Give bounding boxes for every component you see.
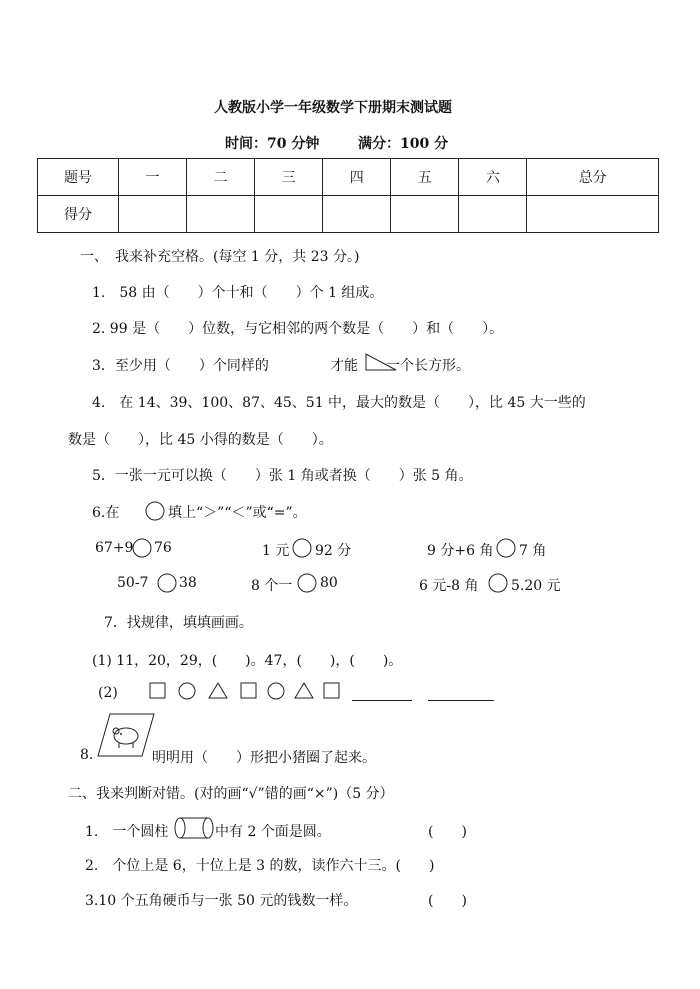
compare-4-right: 38 <box>179 575 197 591</box>
compare-circle-icon[interactable] <box>131 537 153 559</box>
score-header-cell: 二 <box>187 159 255 196</box>
compare-2-left: 1 元 <box>262 543 290 559</box>
compare-3-left: 9 分+6 角 <box>427 543 494 559</box>
question-1-8-text: 明明用（ ）形把小猪圈了起来。 <box>152 750 376 766</box>
compare-circle-icon[interactable] <box>495 537 517 559</box>
score-cell <box>459 196 527 233</box>
square-icon <box>324 683 339 698</box>
question-1-3-part2: 才能 <box>330 358 358 374</box>
triangle-icon <box>209 683 227 698</box>
compare-1-right: 76 <box>154 540 172 556</box>
question-2-3-text: 3.10 个五角硬币与一张 50 元的钱数一样。 <box>85 893 358 909</box>
circle-blank-icon <box>144 500 166 522</box>
section1-heading: 一、 我来补充空格。(每空 1 分，共 23 分。) <box>80 249 360 265</box>
shape-pattern <box>146 680 346 702</box>
score-cell <box>119 196 187 233</box>
compare-5-right: 80 <box>320 575 338 591</box>
question-1-7: 7．找规律，填填画画。 <box>104 615 253 631</box>
compare-6-left: 6 元-8 角 <box>419 578 479 594</box>
question-2-1-part2: 中有 2 个面是圆。 <box>215 824 331 840</box>
question-1-1: 1. 58 由（ ）个十和（ ）个 1 组成。 <box>92 285 384 301</box>
compare-circle-icon[interactable] <box>296 572 318 594</box>
question-2-1-answer[interactable]: ( ) <box>428 824 467 840</box>
score-cell <box>391 196 459 233</box>
question-1-7-2-label: (2) <box>98 685 118 701</box>
question-1-6-part2: 填上“＞”“＜”或“=”。 <box>168 505 307 521</box>
question-1-7-1: (1) 11，20，29，( )。47，( )，( )。 <box>92 653 403 669</box>
compare-6-right: 5.20 元 <box>511 578 561 594</box>
score-cell <box>323 196 391 233</box>
compare-3-right: 7 角 <box>519 543 547 559</box>
question-1-2: 2. 99 是（ ）位数，与它相邻的两个数是（ ）和（ ）。 <box>92 321 504 337</box>
score-row-label: 得分 <box>38 196 119 233</box>
compare-circle-icon[interactable] <box>487 572 509 594</box>
question-1-4-line1: 4. 在 14、39、100、87、45、51 中，最大的数是（ ），比 45 大一些的 <box>92 395 586 411</box>
compare-circle-icon[interactable] <box>291 537 313 559</box>
score-table-header-row <box>38 159 659 196</box>
score-header-cell: 五 <box>391 159 459 196</box>
compare-circle-icon[interactable] <box>156 572 178 594</box>
question-1-4-line2: 数是（ ），比 45 小得的数是（ ）。 <box>68 432 333 448</box>
answer-blank-line[interactable] <box>428 700 494 701</box>
score-header-cell: 一 <box>119 159 187 196</box>
circle-icon <box>268 683 284 699</box>
score-header-cell: 六 <box>459 159 527 196</box>
compare-4-left: 50-7 <box>117 575 149 591</box>
section2-heading: 二、我来判断对错。(对的画“√”错的画“×”)（5 分） <box>68 786 394 802</box>
square-icon <box>241 683 256 698</box>
square-icon <box>150 683 165 698</box>
score-table <box>37 158 659 233</box>
score-header-cell: 题号 <box>38 159 119 196</box>
exam-time: 时间：70 分钟 <box>225 136 320 152</box>
compare-5-left: 8 个一 <box>251 578 293 594</box>
question-1-8-number: 8. <box>80 747 94 763</box>
question-2-1-part1: 1. 一个圆柱 <box>85 824 169 840</box>
question-2-3-answer[interactable]: ( ) <box>428 893 467 909</box>
question-2-2: 2. 个位上是 6，十位上是 3 的数，读作六十三。( ) <box>85 858 435 874</box>
score-header-cell: 总分 <box>527 159 659 196</box>
triangle-icon <box>295 683 313 698</box>
exam-full-score: 满分：100 分 <box>358 136 449 152</box>
question-1-3-part1: 3．至少用（ ）个同样的 <box>92 358 269 374</box>
question-1-3-part3: 一个长方形。 <box>386 358 470 374</box>
compare-1-left: 67+9 <box>95 540 134 556</box>
question-1-5: 5．一张一元可以换（ ）张 1 角或者换（ ）张 5 角。 <box>92 468 473 484</box>
compare-2-right: 92 分 <box>315 543 352 559</box>
score-header-cell: 四 <box>323 159 391 196</box>
cylinder-icon <box>172 815 218 841</box>
score-cell <box>255 196 323 233</box>
pig-in-parallelogram-icon <box>96 712 156 758</box>
question-1-6-part1: 6.在 <box>92 505 120 521</box>
page-title: 人教版小学一年级数学下册期末测试题 <box>214 100 452 116</box>
score-cell <box>187 196 255 233</box>
circle-icon <box>179 683 195 699</box>
score-table-score-row <box>38 196 659 233</box>
score-header-cell: 三 <box>255 159 323 196</box>
answer-blank-line[interactable] <box>352 700 412 701</box>
score-cell <box>527 196 659 233</box>
